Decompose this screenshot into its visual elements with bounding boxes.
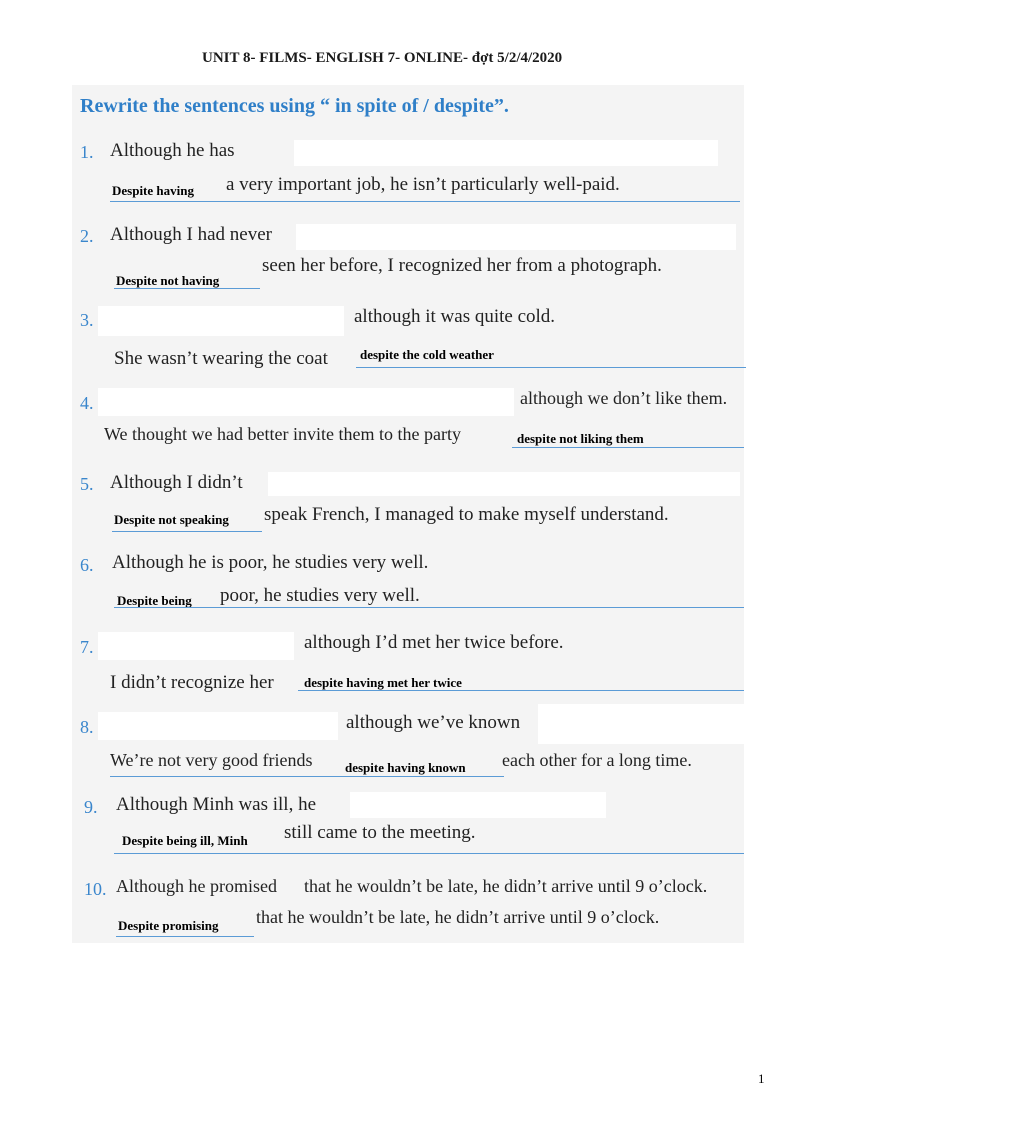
item-number: 3. xyxy=(80,310,94,330)
answer-text: Despite not speaking xyxy=(114,512,229,527)
exercise-heading: Rewrite the sentences using “ in spite of / despite”. xyxy=(80,95,509,117)
item-number: 9. xyxy=(84,797,98,817)
answer-text: despite not liking them xyxy=(517,431,644,446)
item-rewrite: I didn’t recognize her xyxy=(110,672,274,693)
blank-patch xyxy=(98,388,514,416)
item-rewrite: We thought we had better invite them to the party xyxy=(104,424,461,444)
answer-line xyxy=(110,776,504,777)
answer-line xyxy=(116,936,254,937)
blank-patch xyxy=(98,632,294,660)
answer-line xyxy=(110,201,740,202)
item-prompt: although we’ve known xyxy=(346,712,521,733)
item-number: 7. xyxy=(80,637,94,657)
answer-text: despite having met her twice xyxy=(304,675,462,690)
item-rewrite: that he wouldn’t be late, he didn’t arrive until 9 o’clock. xyxy=(256,907,660,927)
item-prompt-cont: that he wouldn’t be late, he didn’t arrive until 9 o’clock. xyxy=(304,876,708,896)
answer-line xyxy=(114,853,744,854)
blank-patch xyxy=(268,472,740,496)
blank-patch xyxy=(538,704,744,744)
item-number: 10. xyxy=(84,879,107,899)
item-prompt: although we don’t like them. xyxy=(520,388,728,408)
answer-line xyxy=(112,531,262,532)
blank-patch xyxy=(98,712,338,740)
answer-line xyxy=(512,447,744,448)
item-rewrite: speak French, I managed to make myself understand. xyxy=(264,504,669,525)
item-prompt: Although I had never xyxy=(110,224,272,245)
item-number: 5. xyxy=(80,474,94,494)
item-rewrite-end: each other for a long time. xyxy=(502,750,692,770)
answer-text: despite having known xyxy=(345,760,466,775)
answer-line xyxy=(356,367,746,368)
item-prompt: Although Minh was ill, he xyxy=(116,794,317,815)
answer-text: Despite being xyxy=(117,593,192,608)
item-number: 2. xyxy=(80,226,94,246)
item-prompt: although I’d met her twice before. xyxy=(304,632,564,653)
answer-line xyxy=(298,690,744,691)
blank-patch xyxy=(350,792,606,818)
item-prompt: Although he promised xyxy=(116,876,277,896)
answer-text: Despite having xyxy=(112,183,194,198)
answer-text: despite the cold weather xyxy=(360,347,494,362)
item-rewrite: poor, he studies very well. xyxy=(220,585,420,606)
answer-line xyxy=(114,288,260,289)
document-title: UNIT 8- FILMS- ENGLISH 7- ONLINE- đợt 5/2/4/2020 xyxy=(202,50,563,66)
item-number: 8. xyxy=(80,717,94,737)
item-rewrite: still came to the meeting. xyxy=(284,822,476,843)
answer-text: Despite promising xyxy=(118,918,219,933)
item-prompt: Although I didn’t xyxy=(110,472,243,493)
item-prompt: Although he is poor, he studies very well. xyxy=(112,552,429,573)
answer-line xyxy=(114,607,744,608)
item-rewrite: seen her before, I recognized her from a photograph. xyxy=(262,255,662,276)
page-number: 1 xyxy=(758,1071,765,1086)
item-rewrite: a very important job, he isn’t particularly well-paid. xyxy=(226,174,620,195)
item-number: 1. xyxy=(80,142,94,162)
blank-patch xyxy=(98,306,344,336)
blank-patch xyxy=(296,224,736,250)
answer-text: Despite not having xyxy=(116,273,220,288)
answer-text: Despite being ill, Minh xyxy=(122,833,248,848)
blank-patch xyxy=(294,140,718,166)
item-prompt: although it was quite cold. xyxy=(354,306,556,327)
item-number: 4. xyxy=(80,393,94,413)
item-number: 6. xyxy=(80,555,94,575)
item-rewrite: She wasn’t wearing the coat xyxy=(114,348,328,369)
item-rewrite: We’re not very good friends xyxy=(110,750,313,770)
item-prompt: Although he has xyxy=(110,140,235,161)
